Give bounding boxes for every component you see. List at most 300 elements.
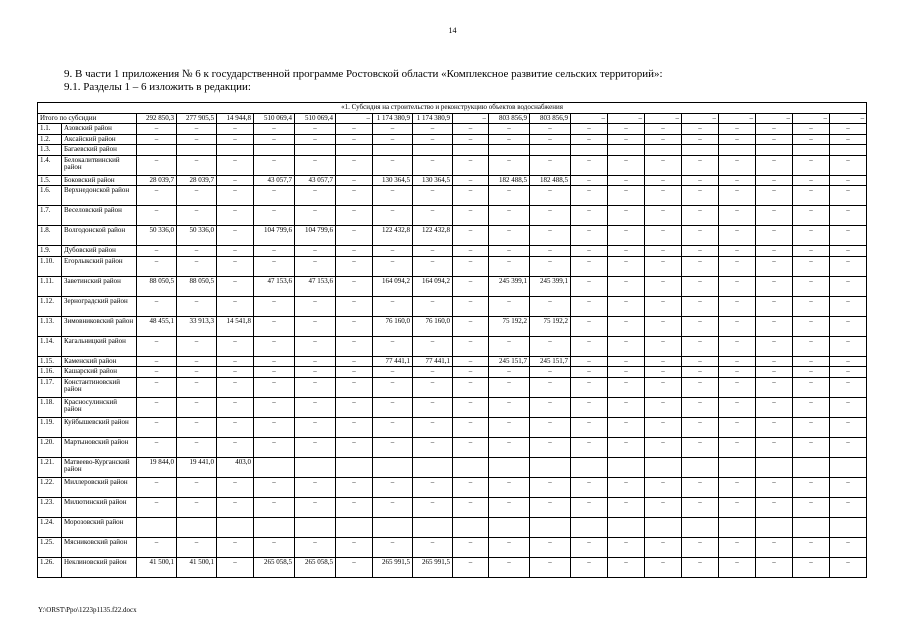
value-cell: –	[645, 155, 682, 175]
value-cell: –	[830, 276, 867, 296]
value-cell: –	[571, 377, 608, 397]
value-cell: –	[571, 437, 608, 457]
value-cell: –	[489, 437, 530, 457]
value-cell: –	[373, 246, 413, 257]
value-cell: 33 913,3	[177, 316, 217, 336]
table-row	[38, 206, 867, 226]
value-cell: –	[453, 537, 489, 557]
value-cell: –	[530, 336, 571, 356]
value-cell: –	[682, 296, 719, 316]
value-cell: –	[413, 134, 453, 145]
value-cell: –	[254, 417, 295, 437]
district-name: Белокалитвинский район	[62, 155, 137, 175]
value-cell: –	[682, 367, 719, 378]
value-cell: –	[254, 336, 295, 356]
value-cell: –	[177, 134, 217, 145]
value-cell: –	[413, 296, 453, 316]
value-cell: –	[336, 246, 373, 257]
value-cell: 41 500,1	[137, 557, 177, 577]
value-cell: –	[254, 537, 295, 557]
value-cell	[295, 145, 336, 156]
value-cell: –	[719, 537, 756, 557]
row-number: 1.4.	[38, 155, 62, 175]
table-row	[38, 417, 867, 437]
value-cell: –	[830, 557, 867, 577]
table-row	[38, 134, 867, 145]
value-cell: –	[413, 437, 453, 457]
value-cell: –	[453, 155, 489, 175]
value-cell: –	[453, 256, 489, 276]
value-cell: –	[571, 417, 608, 437]
value-cell: –	[793, 186, 830, 206]
value-cell: –	[254, 124, 295, 135]
value-cell: –	[295, 377, 336, 397]
value-cell: 43 057,7	[295, 175, 336, 186]
value-cell: –	[530, 124, 571, 135]
value-cell: –	[413, 377, 453, 397]
value-cell: –	[453, 336, 489, 356]
total-cell: 510 069,4	[254, 113, 295, 124]
value-cell: –	[756, 417, 793, 437]
value-cell: –	[217, 226, 254, 246]
row-number: 1.18.	[38, 397, 62, 417]
value-cell: –	[373, 124, 413, 135]
value-cell: –	[137, 397, 177, 417]
table-row	[38, 175, 867, 186]
value-cell	[719, 457, 756, 477]
value-cell: –	[177, 155, 217, 175]
value-cell: –	[719, 477, 756, 497]
value-cell: –	[830, 124, 867, 135]
value-cell: –	[645, 537, 682, 557]
value-cell: –	[645, 296, 682, 316]
value-cell: –	[336, 437, 373, 457]
value-cell: –	[719, 175, 756, 186]
table-row	[38, 397, 867, 417]
value-cell: –	[645, 477, 682, 497]
value-cell: –	[571, 316, 608, 336]
value-cell	[571, 457, 608, 477]
row-number: 1.17.	[38, 377, 62, 397]
value-cell: –	[177, 336, 217, 356]
value-cell	[830, 517, 867, 537]
table-row	[38, 377, 867, 397]
value-cell: –	[137, 377, 177, 397]
value-cell: –	[608, 316, 645, 336]
district-name: Волгодонской район	[62, 226, 137, 246]
value-cell	[254, 517, 295, 537]
value-cell: –	[217, 186, 254, 206]
value-cell: –	[254, 377, 295, 397]
value-cell: –	[571, 155, 608, 175]
value-cell: –	[756, 497, 793, 517]
value-cell: –	[719, 124, 756, 135]
value-cell: –	[336, 537, 373, 557]
value-cell: –	[719, 296, 756, 316]
value-cell: –	[530, 186, 571, 206]
value-cell: –	[295, 124, 336, 135]
value-cell: –	[373, 417, 413, 437]
district-name: Азовский район	[62, 124, 137, 135]
table-row	[38, 316, 867, 336]
row-number: 1.3.	[38, 145, 62, 156]
value-cell: –	[793, 206, 830, 226]
table-row	[38, 155, 867, 175]
value-cell: –	[793, 124, 830, 135]
value-cell: –	[373, 477, 413, 497]
value-cell: –	[793, 497, 830, 517]
value-cell: –	[254, 296, 295, 316]
value-cell	[608, 517, 645, 537]
value-cell: –	[295, 397, 336, 417]
value-cell: –	[756, 134, 793, 145]
value-cell	[645, 517, 682, 537]
value-cell: –	[373, 256, 413, 276]
value-cell: 77 441,1	[413, 356, 453, 367]
district-name: Зерноградский район	[62, 296, 137, 316]
district-name: Мясниковский район	[62, 537, 137, 557]
value-cell: –	[682, 537, 719, 557]
value-cell: –	[336, 206, 373, 226]
value-cell: –	[608, 155, 645, 175]
value-cell: –	[645, 417, 682, 437]
value-cell	[295, 517, 336, 537]
value-cell: –	[217, 175, 254, 186]
value-cell: –	[645, 316, 682, 336]
value-cell: –	[756, 477, 793, 497]
value-cell: –	[830, 256, 867, 276]
total-cell: 292 850,3	[137, 113, 177, 124]
value-cell: –	[645, 437, 682, 457]
value-cell: –	[719, 336, 756, 356]
value-cell: –	[682, 316, 719, 336]
value-cell: –	[608, 356, 645, 367]
district-name: Дубовский район	[62, 246, 137, 257]
value-cell: –	[719, 316, 756, 336]
value-cell: –	[682, 256, 719, 276]
value-cell	[413, 145, 453, 156]
value-cell: –	[645, 134, 682, 145]
value-cell: –	[137, 256, 177, 276]
value-cell: –	[336, 497, 373, 517]
row-number: 1.21.	[38, 457, 62, 477]
value-cell: –	[295, 497, 336, 517]
total-cell: –	[336, 113, 373, 124]
value-cell: –	[793, 356, 830, 367]
value-cell: –	[177, 497, 217, 517]
value-cell: –	[373, 336, 413, 356]
value-cell: –	[295, 437, 336, 457]
value-cell: –	[719, 276, 756, 296]
value-cell: –	[719, 557, 756, 577]
value-cell: –	[217, 397, 254, 417]
value-cell: –	[793, 537, 830, 557]
value-cell: –	[530, 155, 571, 175]
value-cell: –	[719, 356, 756, 367]
value-cell	[177, 517, 217, 537]
value-cell: –	[682, 155, 719, 175]
value-cell: –	[571, 367, 608, 378]
value-cell: 265 991,5	[373, 557, 413, 577]
value-cell: –	[793, 246, 830, 257]
value-cell: –	[830, 186, 867, 206]
value-cell: –	[336, 186, 373, 206]
district-name: Мартыновский район	[62, 437, 137, 457]
total-row	[38, 113, 867, 124]
value-cell: –	[489, 417, 530, 437]
district-name: Милютинский район	[62, 497, 137, 517]
value-cell: –	[756, 367, 793, 378]
value-cell	[756, 517, 793, 537]
value-cell	[336, 457, 373, 477]
value-cell: 48 455,1	[137, 316, 177, 336]
value-cell: –	[217, 356, 254, 367]
value-cell	[413, 517, 453, 537]
value-cell	[571, 145, 608, 156]
value-cell: –	[217, 134, 254, 145]
value-cell: –	[571, 497, 608, 517]
value-cell: –	[719, 256, 756, 276]
table-row	[38, 497, 867, 517]
value-cell: –	[295, 206, 336, 226]
table-row	[38, 276, 867, 296]
value-cell: –	[645, 276, 682, 296]
value-cell: –	[608, 175, 645, 186]
value-cell: –	[254, 246, 295, 257]
value-cell: –	[336, 124, 373, 135]
value-cell: –	[756, 356, 793, 367]
table-row	[38, 517, 867, 537]
value-cell: –	[756, 226, 793, 246]
value-cell: 245 399,1	[530, 276, 571, 296]
value-cell: –	[719, 377, 756, 397]
value-cell: –	[177, 206, 217, 226]
value-cell: –	[645, 246, 682, 257]
row-number: 1.1.	[38, 124, 62, 135]
value-cell: –	[793, 316, 830, 336]
row-number: 1.16.	[38, 367, 62, 378]
value-cell: –	[413, 124, 453, 135]
value-cell: 19 441,0	[177, 457, 217, 477]
value-cell: 77 441,1	[373, 356, 413, 367]
value-cell: –	[295, 155, 336, 175]
value-cell: –	[217, 537, 254, 557]
value-cell: –	[254, 437, 295, 457]
value-cell: 182 488,5	[530, 175, 571, 186]
value-cell: –	[336, 397, 373, 417]
value-cell: –	[177, 417, 217, 437]
value-cell: –	[793, 296, 830, 316]
row-number: 1.5.	[38, 175, 62, 186]
value-cell: –	[453, 296, 489, 316]
value-cell: –	[793, 397, 830, 417]
value-cell: –	[571, 124, 608, 135]
value-cell: 130 364,5	[413, 175, 453, 186]
value-cell: –	[645, 397, 682, 417]
value-cell: –	[719, 226, 756, 246]
value-cell: –	[336, 377, 373, 397]
value-cell: –	[254, 256, 295, 276]
value-cell: –	[177, 246, 217, 257]
value-cell: 265 991,5	[413, 557, 453, 577]
value-cell: –	[177, 537, 217, 557]
district-name: Багаевский район	[62, 145, 137, 156]
value-cell: –	[373, 537, 413, 557]
value-cell: –	[295, 336, 336, 356]
value-cell: –	[530, 477, 571, 497]
value-cell: –	[453, 246, 489, 257]
table-row	[38, 186, 867, 206]
value-cell: 43 057,7	[254, 175, 295, 186]
value-cell: –	[177, 477, 217, 497]
value-cell: –	[756, 336, 793, 356]
value-cell: –	[336, 256, 373, 276]
value-cell: –	[217, 124, 254, 135]
value-cell	[373, 145, 413, 156]
value-cell: –	[830, 497, 867, 517]
value-cell: –	[177, 377, 217, 397]
value-cell: –	[793, 367, 830, 378]
value-cell: –	[793, 417, 830, 437]
value-cell: –	[489, 246, 530, 257]
district-name: Миллеровский район	[62, 477, 137, 497]
value-cell: –	[217, 276, 254, 296]
value-cell: 122 432,8	[373, 226, 413, 246]
value-cell: –	[830, 316, 867, 336]
table-row	[38, 226, 867, 246]
value-cell: –	[756, 537, 793, 557]
total-cell: –	[645, 113, 682, 124]
district-name: Морозовский район	[62, 517, 137, 537]
value-cell: –	[571, 557, 608, 577]
table-row	[38, 557, 867, 577]
value-cell: –	[413, 206, 453, 226]
value-cell: –	[571, 246, 608, 257]
value-cell: –	[530, 134, 571, 145]
value-cell: –	[336, 155, 373, 175]
value-cell: –	[373, 186, 413, 206]
value-cell: –	[336, 175, 373, 186]
intro-text	[64, 68, 663, 94]
value-cell: –	[336, 356, 373, 367]
value-cell: –	[453, 175, 489, 186]
value-cell: –	[530, 557, 571, 577]
subsidy-table	[37, 102, 867, 578]
value-cell: –	[137, 497, 177, 517]
value-cell	[489, 457, 530, 477]
value-cell: –	[793, 557, 830, 577]
value-cell: –	[413, 417, 453, 437]
value-cell: –	[608, 134, 645, 145]
value-cell: 265 058,5	[254, 557, 295, 577]
value-cell	[645, 457, 682, 477]
value-cell: –	[295, 356, 336, 367]
value-cell: –	[373, 377, 413, 397]
value-cell: –	[336, 336, 373, 356]
value-cell: –	[489, 206, 530, 226]
value-cell: –	[608, 377, 645, 397]
value-cell: –	[682, 276, 719, 296]
value-cell: –	[719, 134, 756, 145]
table-row	[38, 246, 867, 257]
value-cell: –	[830, 477, 867, 497]
value-cell: –	[645, 226, 682, 246]
value-cell	[336, 517, 373, 537]
value-cell: –	[137, 537, 177, 557]
value-cell: 47 153,6	[254, 276, 295, 296]
value-cell: –	[645, 356, 682, 367]
district-name: Красносулинский район	[62, 397, 137, 417]
value-cell: –	[489, 497, 530, 517]
value-cell: –	[413, 246, 453, 257]
value-cell: –	[756, 296, 793, 316]
value-cell: –	[682, 134, 719, 145]
value-cell: –	[682, 124, 719, 135]
value-cell: –	[413, 537, 453, 557]
value-cell	[682, 517, 719, 537]
district-name: Неклиновский район	[62, 557, 137, 577]
value-cell: –	[453, 367, 489, 378]
value-cell: –	[413, 477, 453, 497]
value-cell	[645, 145, 682, 156]
value-cell: –	[217, 155, 254, 175]
value-cell: –	[682, 356, 719, 367]
value-cell: –	[217, 206, 254, 226]
value-cell: 88 050,5	[177, 276, 217, 296]
value-cell: –	[453, 397, 489, 417]
value-cell	[254, 457, 295, 477]
value-cell: –	[295, 134, 336, 145]
value-cell: –	[608, 186, 645, 206]
value-cell: –	[719, 367, 756, 378]
table-row	[38, 145, 867, 156]
value-cell: –	[830, 537, 867, 557]
value-cell	[571, 517, 608, 537]
value-cell: –	[608, 226, 645, 246]
value-cell: –	[682, 477, 719, 497]
value-cell: –	[830, 356, 867, 367]
value-cell: –	[756, 316, 793, 336]
value-cell: –	[682, 336, 719, 356]
value-cell: –	[793, 175, 830, 186]
value-cell: –	[608, 124, 645, 135]
value-cell	[295, 457, 336, 477]
value-cell	[489, 517, 530, 537]
value-cell: –	[571, 206, 608, 226]
district-name: Куйбышевский район	[62, 417, 137, 437]
row-number: 1.22.	[38, 477, 62, 497]
value-cell: –	[177, 367, 217, 378]
district-name: Верхнедонской район	[62, 186, 137, 206]
value-cell: –	[177, 437, 217, 457]
value-cell: –	[373, 155, 413, 175]
value-cell: –	[137, 186, 177, 206]
value-cell: –	[756, 124, 793, 135]
value-cell: –	[453, 377, 489, 397]
value-cell: –	[830, 367, 867, 378]
value-cell: –	[830, 175, 867, 186]
value-cell	[530, 517, 571, 537]
value-cell	[137, 517, 177, 537]
value-cell	[719, 145, 756, 156]
value-cell: –	[756, 175, 793, 186]
table-row	[38, 437, 867, 457]
value-cell: –	[571, 276, 608, 296]
value-cell: –	[254, 397, 295, 417]
value-cell: –	[413, 497, 453, 517]
value-cell	[830, 457, 867, 477]
total-cell: –	[682, 113, 719, 124]
